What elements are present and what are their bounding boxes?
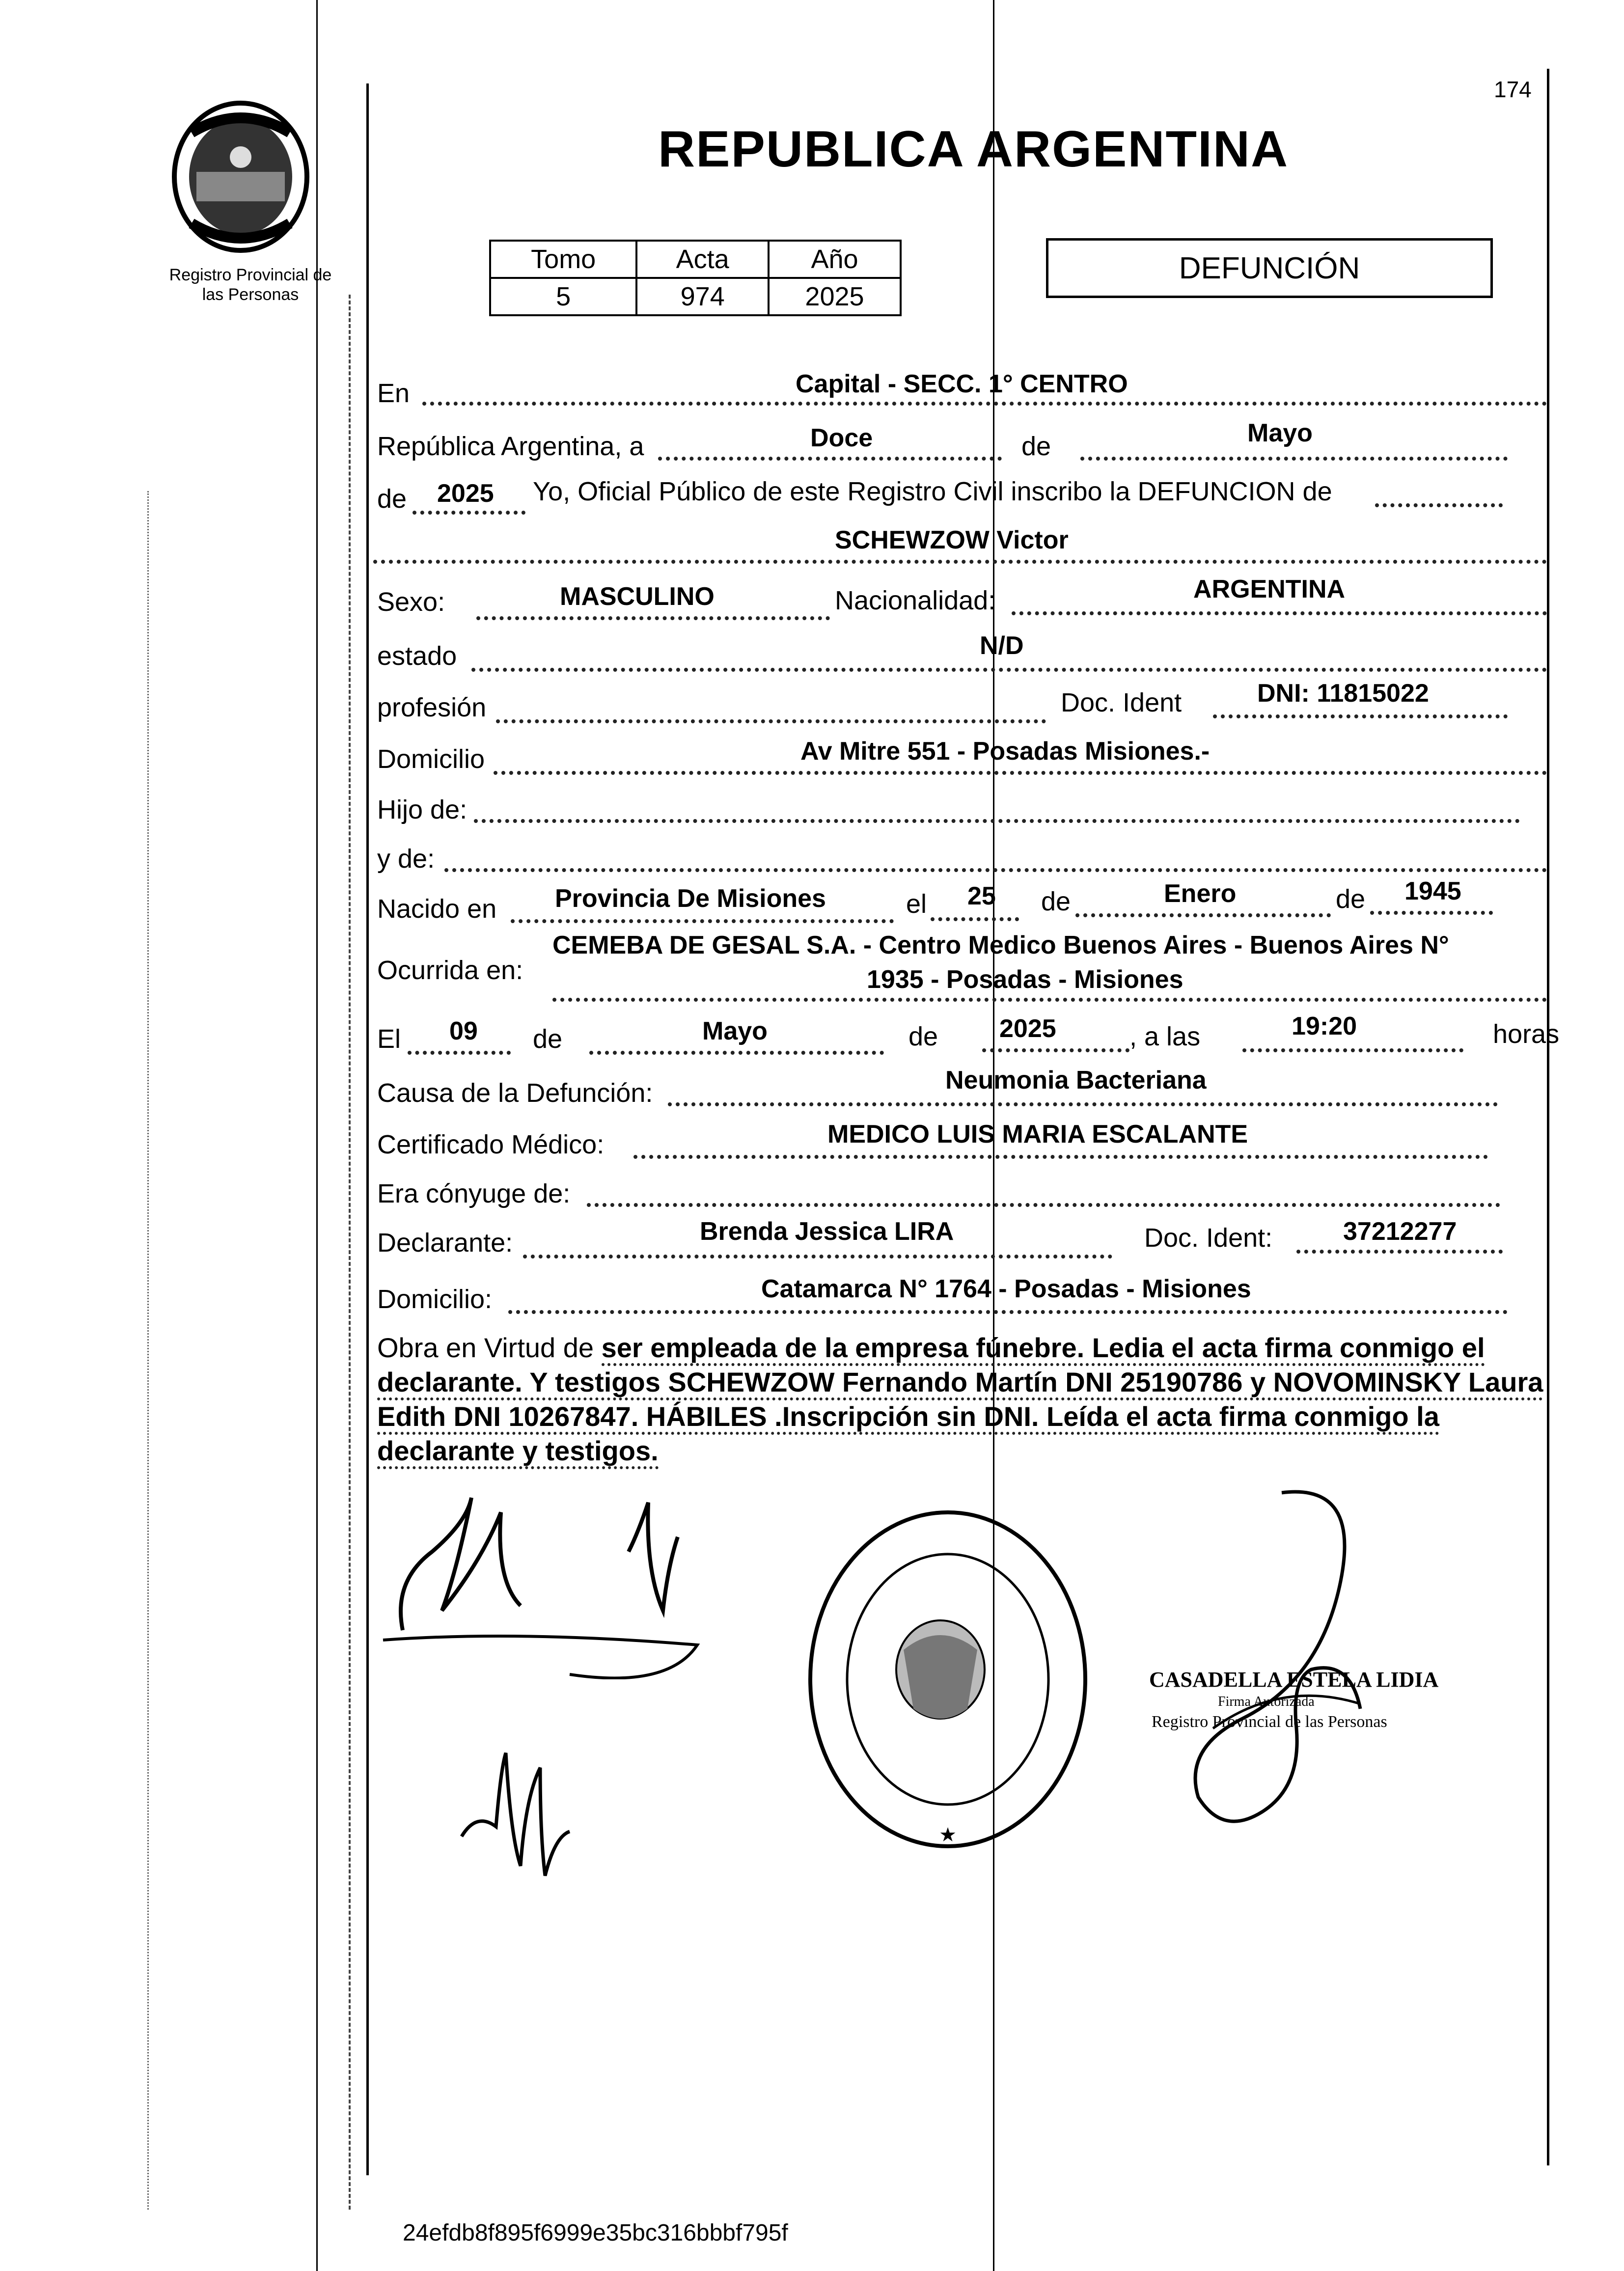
en-label: En: [377, 379, 410, 408]
official-role-line1: Firma Autorizada: [1218, 1694, 1315, 1709]
en-value: Capital - SECC. 1° CENTRO: [796, 370, 1128, 398]
doc-ident-line: [1213, 714, 1508, 718]
alas-label: , a las: [1129, 1022, 1201, 1051]
anio-label: Año: [769, 241, 901, 278]
domicilio2-line: [508, 1310, 1508, 1314]
horas-label: horas: [1493, 1019, 1560, 1049]
domicilio-line: [494, 771, 1547, 775]
doc-ident-label: Doc. Ident: [1061, 688, 1182, 717]
yde-line: [444, 868, 1547, 872]
punch-margin-dashes: [349, 295, 351, 2210]
nacionalidad-line: [1012, 611, 1547, 615]
tomo-value: 5: [490, 278, 636, 315]
page-number: 174: [1494, 77, 1532, 102]
def-dia-value: 09: [449, 1017, 478, 1045]
hora-value: 19:20: [1292, 1012, 1357, 1040]
estado-label: estado: [377, 641, 457, 671]
record-type-label: DEFUNCIÓN: [1179, 251, 1360, 285]
record-meta-table: [489, 240, 902, 316]
causa-label: Causa de la Defunción:: [377, 1078, 653, 1108]
yo-text: Yo, Oficial Público de este Registro Civil inscribo la DEFUNCION de: [533, 477, 1332, 506]
obra-text: ser empleada de la empresa fúnebre. Ledia el acta firma conmigo el declarante. Y testigos SCHEWZOW Fernando Martín DNI 25190786 y NOVOMINSKY Laura Edith DNI 10267847. HÁBILES .Inscripción sin DNI. Leída el acta firma conmigo la declarante y testigos.: [377, 1332, 1543, 1469]
registry-label-line2: las Personas: [202, 285, 299, 304]
svg-text:★: ★: [939, 1824, 957, 1846]
def-anio-line: [982, 1048, 1129, 1052]
witness-signature-1: [373, 1483, 727, 1679]
ocurrida-value-line2: 1935 - Posadas - Misiones: [867, 965, 1184, 994]
declarante-line: [523, 1255, 1112, 1259]
causa-line: [668, 1102, 1498, 1106]
scan-edge-line: [316, 0, 318, 2271]
declarante-label: Declarante:: [377, 1228, 513, 1258]
estado-line: [471, 668, 1547, 672]
domicilio-label: Domicilio: [377, 744, 485, 774]
def-mes-line: [589, 1051, 884, 1055]
domicilio2-label: Domicilio:: [377, 1285, 493, 1314]
nacido-line: [511, 919, 894, 923]
republica-label: República Argentina, a: [377, 432, 644, 461]
nac-dia-value: 25: [967, 882, 996, 910]
anio-value: 2025: [769, 278, 901, 315]
record-type-box: [1046, 238, 1493, 298]
obra-prefix: Obra en Virtud de: [377, 1332, 594, 1363]
def-de-label: de: [533, 1024, 563, 1054]
deceased-name: SCHEWZOW Victor: [835, 526, 1069, 554]
mes-line: [1080, 457, 1508, 461]
certificado-line: [633, 1155, 1488, 1159]
witness-signature-2: [442, 1738, 589, 1890]
official-role-line2: Registro Provincial de las Personas: [1152, 1713, 1387, 1731]
nac-anio-value: 1945: [1404, 877, 1461, 905]
nac-mes-value: Enero: [1164, 879, 1237, 908]
document-title: REPUBLICA ARGENTINA: [658, 121, 1289, 178]
nacionalidad-label: Nacionalidad:: [835, 586, 996, 615]
nac-de-label: de: [1041, 887, 1071, 916]
el2-label: El: [377, 1024, 401, 1054]
acta-label: Acta: [636, 241, 769, 278]
nac-mes-line: [1075, 913, 1331, 917]
nacionalidad-value: ARGENTINA: [1193, 575, 1346, 603]
el-label: el: [906, 889, 927, 919]
def-mes-value: Mayo: [702, 1017, 768, 1045]
official-signature: [1154, 1473, 1429, 1846]
certificado-value: MEDICO LUIS MARIA ESCALANTE: [827, 1120, 1248, 1149]
provincial-seal-logo: [162, 98, 319, 255]
ocurrida-label: Ocurrida en:: [377, 956, 523, 985]
domicilio2-value: Catamarca N° 1764 - Posadas - Misiones: [761, 1275, 1251, 1303]
certificado-label: Certificado Médico:: [377, 1130, 605, 1159]
doc-ident2-line: [1296, 1250, 1503, 1254]
profesion-line: [496, 719, 1046, 723]
hijo-line: [474, 819, 1520, 823]
registry-stamp: [800, 1503, 1095, 1856]
registry-label-line1: Registro Provincial de: [169, 266, 332, 284]
sexo-value: MASCULINO: [560, 582, 715, 611]
nacido-value: Provincia De Misiones: [555, 884, 826, 913]
ocurrida-line: [552, 998, 1547, 1002]
anio-value: 2025: [437, 479, 494, 508]
conyuge-label: Era cónyuge de:: [377, 1179, 571, 1208]
ocurrida-value-line1: CEMEBA DE GESAL S.A. - Centro Medico Buenos Aires - Buenos Aires N°: [552, 931, 1449, 959]
def-anio-value: 2025: [999, 1014, 1056, 1043]
nac-de2-label: de: [1336, 884, 1366, 914]
document-hash: 24efdb8f895f6999e35bc316bbbf795f: [403, 2220, 788, 2246]
mes-value: Mayo: [1247, 419, 1313, 447]
def-de2-label: de: [908, 1022, 938, 1051]
hijo-label: Hijo de:: [377, 795, 468, 824]
de2-label: de: [377, 484, 407, 514]
anio-line: [413, 511, 525, 515]
hora-line: [1242, 1048, 1463, 1052]
doc-ident-value: DNI: 11815022: [1257, 679, 1429, 708]
official-name: CASADELLA ESTELA LIDIA: [1149, 1668, 1439, 1692]
nombre-line: [373, 560, 1547, 564]
yde-label: y de:: [377, 844, 435, 874]
en-line: [422, 402, 1547, 406]
nacido-label: Nacido en: [377, 894, 497, 924]
nac-dia-line: [931, 917, 1019, 921]
doc-ident2-value: 37212277: [1343, 1217, 1457, 1246]
tomo-label: Tomo: [490, 241, 636, 278]
conyuge-line: [587, 1203, 1500, 1207]
acta-value: 974: [636, 278, 769, 315]
left-margin-line: [366, 83, 369, 2175]
estado-value: N/D: [980, 631, 1024, 660]
profesion-label: profesión: [377, 693, 487, 722]
de-label: de: [1021, 432, 1051, 461]
sexo-label: Sexo:: [377, 587, 445, 617]
sexo-line: [476, 616, 830, 620]
declarante-value: Brenda Jessica LIRA: [700, 1217, 954, 1246]
causa-value: Neumonia Bacteriana: [945, 1066, 1207, 1094]
doc-ident2-label: Doc. Ident:: [1144, 1223, 1273, 1253]
dia-value: Doce: [810, 424, 873, 452]
yo-line: [1375, 503, 1503, 507]
punch-margin-dashes-outer: [147, 491, 149, 2210]
domicilio-value: Av Mitre 551 - Posadas Misiones.-: [800, 737, 1210, 766]
registry-label: [147, 265, 354, 304]
nac-anio-line: [1370, 911, 1493, 915]
observations-paragraph: [377, 1331, 1545, 1468]
right-margin-line: [1547, 69, 1549, 2165]
dia-line: [658, 457, 1002, 461]
def-dia-line: [408, 1051, 511, 1055]
